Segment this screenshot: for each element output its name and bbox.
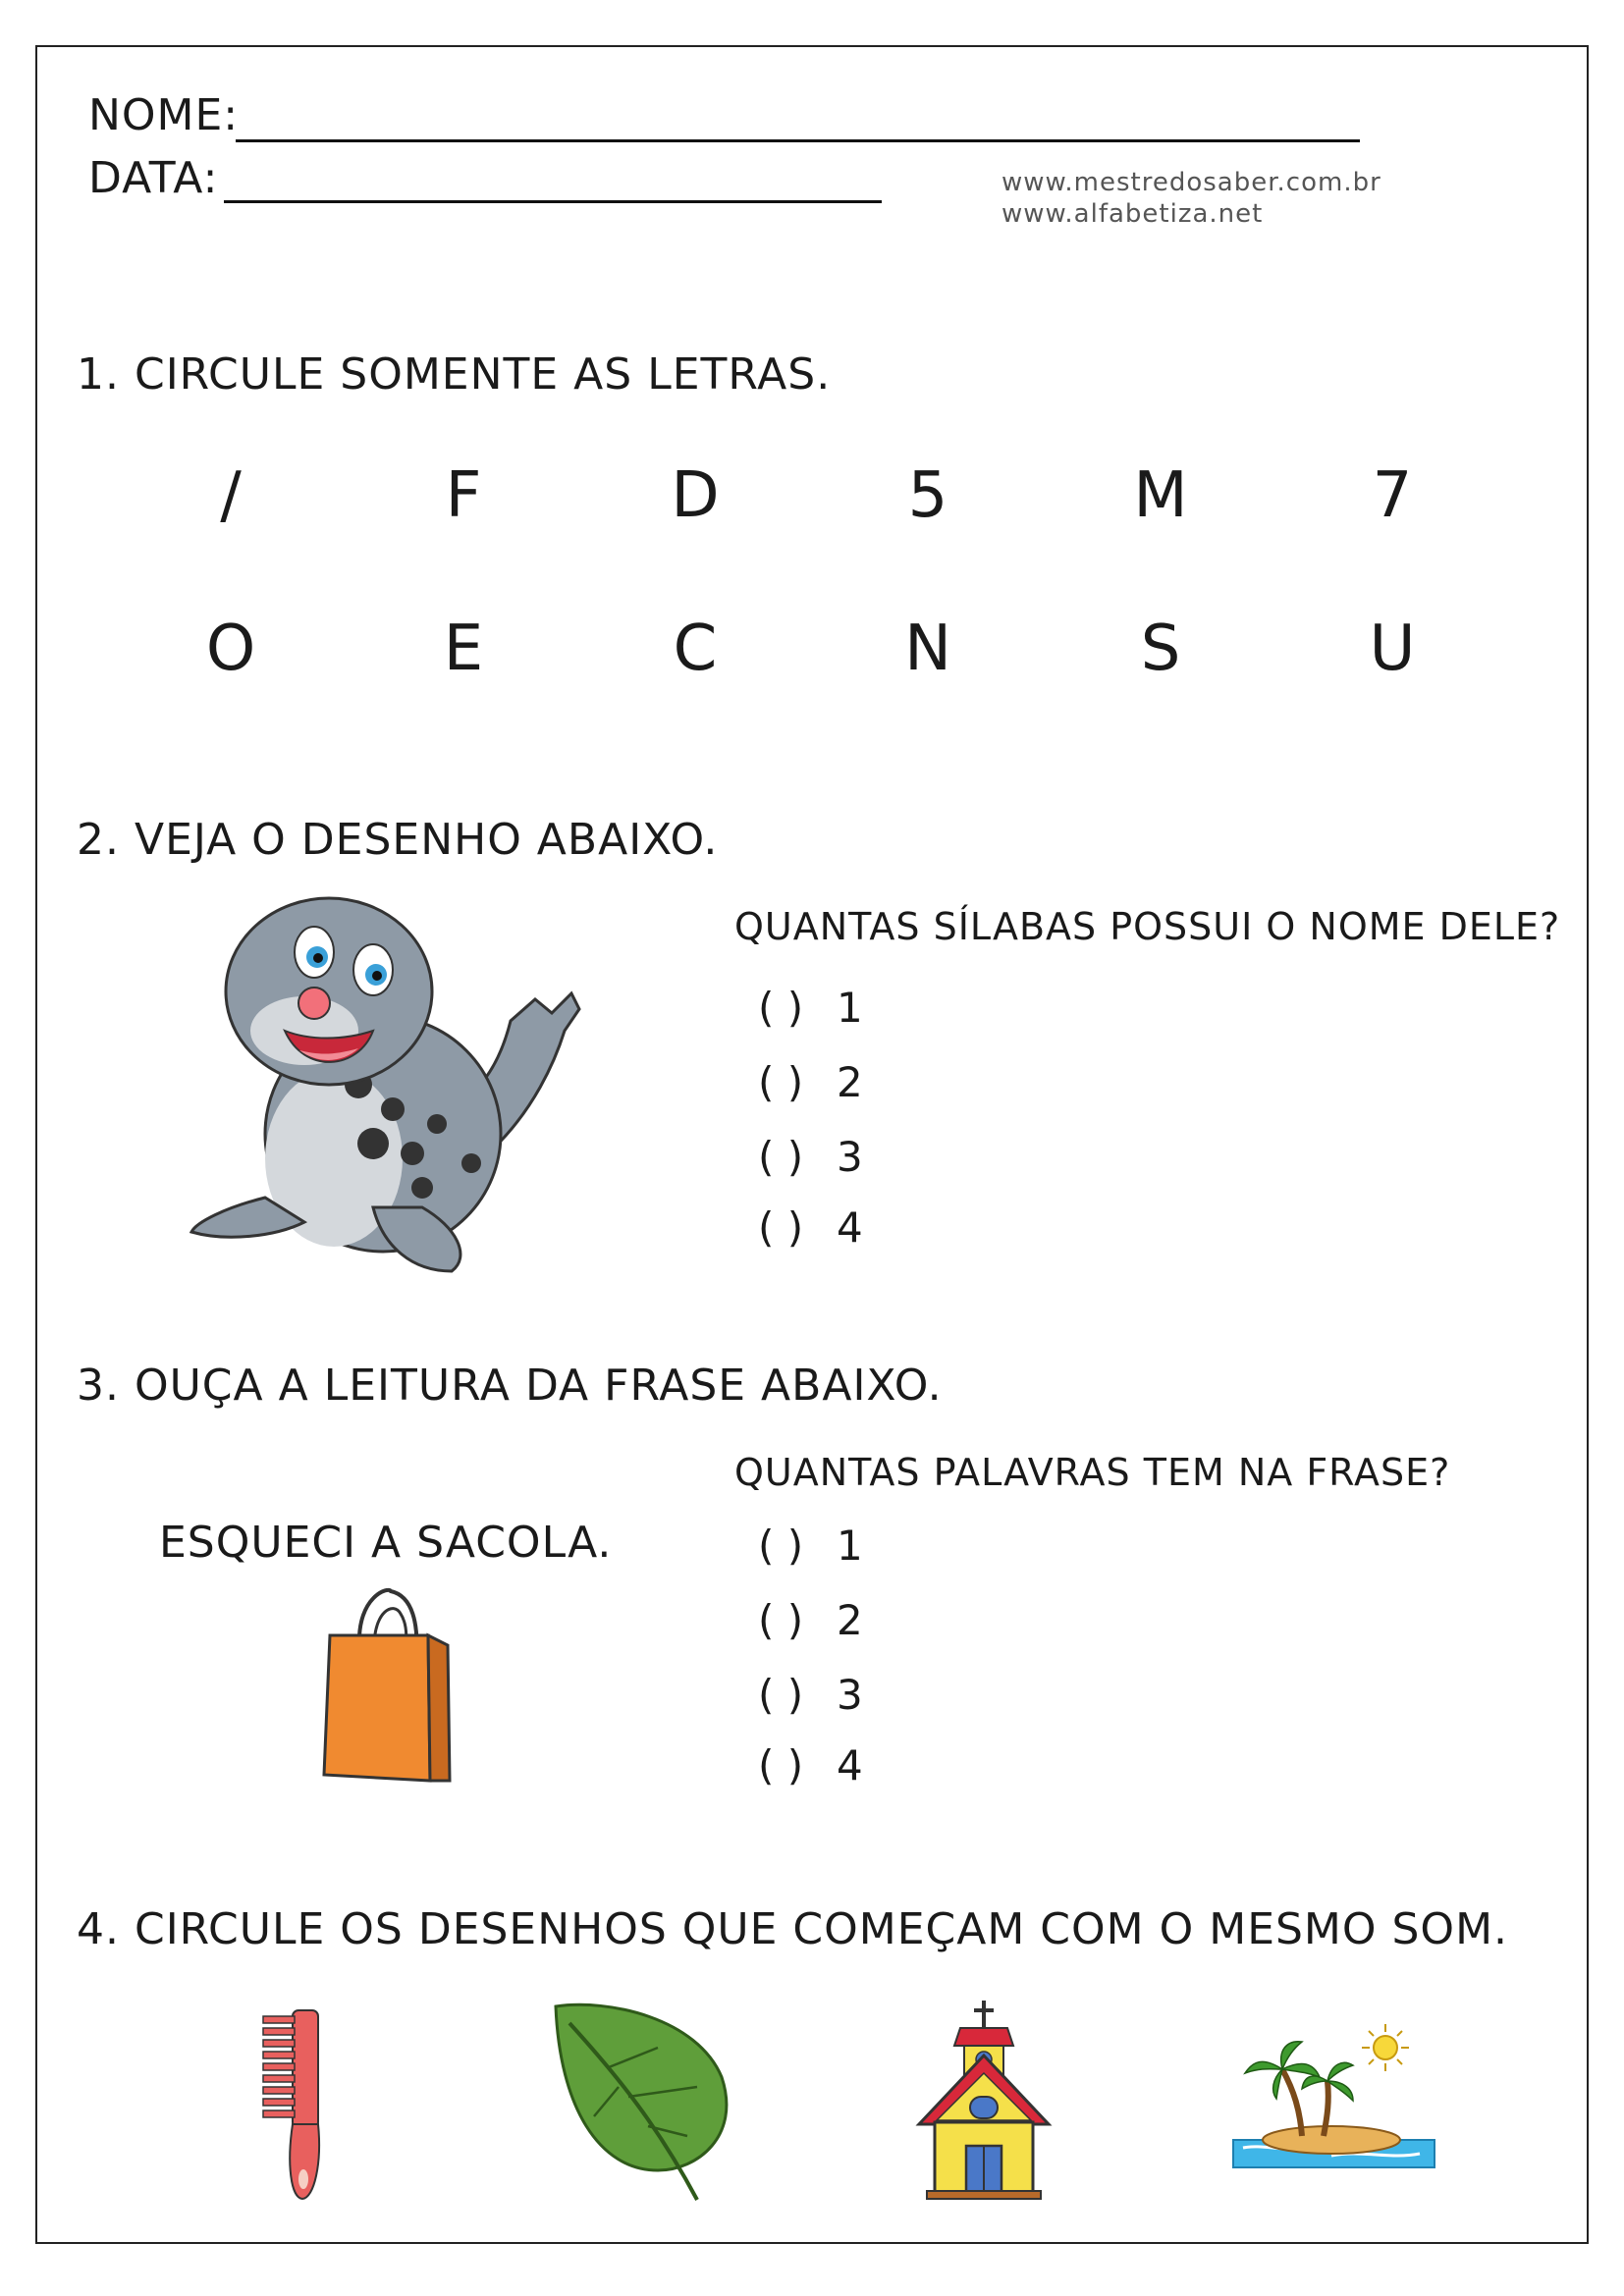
answer-checkbox[interactable]: ( ) xyxy=(758,1058,804,1106)
glyph[interactable]: N xyxy=(904,613,951,685)
answer-option[interactable] xyxy=(758,1522,863,1570)
answer-option[interactable] xyxy=(758,1203,863,1252)
glyph[interactable]: D xyxy=(671,459,720,532)
question-1-title: 1. CIRCULE SOMENTE AS LETRAS. xyxy=(77,349,832,400)
answer-option[interactable] xyxy=(758,1741,863,1789)
church-illustration[interactable] xyxy=(913,1999,1060,2205)
answer-checkbox[interactable]: ( ) xyxy=(758,1741,804,1789)
question-3-title: 3. OUÇA A LEITURA DA FRASE ABAIXO. xyxy=(77,1361,943,1411)
option-label: 2 xyxy=(837,1596,863,1644)
site-url-2: www.alfabetiza.net xyxy=(1001,199,1264,229)
answer-option[interactable] xyxy=(758,1058,863,1106)
answer-option[interactable] xyxy=(758,1671,863,1719)
island-illustration[interactable] xyxy=(1233,2002,1439,2179)
leaf-illustration[interactable] xyxy=(550,1999,736,2205)
glyph[interactable]: S xyxy=(1140,613,1181,685)
question-4-title: 4. CIRCULE OS DESENHOS QUE COMEÇAM COM O MESMO SOM. xyxy=(77,1904,1509,1954)
glyph[interactable]: U xyxy=(1369,613,1416,685)
date-line[interactable] xyxy=(224,161,882,203)
glyph[interactable]: / xyxy=(220,459,242,532)
sentence-text: ESQUECI A SACOLA. xyxy=(159,1518,613,1568)
answer-checkbox[interactable]: ( ) xyxy=(758,1671,804,1719)
answer-checkbox[interactable]: ( ) xyxy=(758,1203,804,1252)
name-line[interactable] xyxy=(236,98,1360,142)
option-label: 3 xyxy=(837,1671,863,1719)
comb-illustration[interactable] xyxy=(257,2006,326,2203)
answer-checkbox[interactable]: ( ) xyxy=(758,984,804,1032)
question-2-prompt: QUANTAS SÍLABAS POSSUI O NOME DELE? xyxy=(734,905,1561,948)
glyph[interactable]: O xyxy=(205,613,256,685)
date-label: DATA: xyxy=(88,153,219,203)
answer-checkbox[interactable]: ( ) xyxy=(758,1596,804,1644)
option-label: 1 xyxy=(837,984,863,1032)
question-2-title: 2. VEJA O DESENHO ABAIXO. xyxy=(77,815,719,865)
option-label: 3 xyxy=(837,1133,863,1181)
glyph[interactable]: F xyxy=(445,459,482,532)
answer-checkbox[interactable]: ( ) xyxy=(758,1133,804,1181)
option-label: 4 xyxy=(837,1203,863,1252)
answer-checkbox[interactable]: ( ) xyxy=(758,1522,804,1570)
site-url-1: www.mestredosaber.com.br xyxy=(1001,168,1381,197)
glyph[interactable]: 5 xyxy=(907,459,948,532)
glyph[interactable]: M xyxy=(1133,459,1188,532)
seal-illustration xyxy=(187,883,599,1296)
answer-option[interactable] xyxy=(758,984,863,1032)
option-label: 2 xyxy=(837,1058,863,1106)
question-3-prompt: QUANTAS PALAVRAS TEM NA FRASE? xyxy=(734,1451,1451,1494)
shopping-bag-illustration xyxy=(320,1586,458,1792)
option-label: 1 xyxy=(837,1522,863,1570)
answer-option[interactable] xyxy=(758,1596,863,1644)
name-label: NOME: xyxy=(88,90,240,140)
glyph[interactable]: 7 xyxy=(1372,459,1413,532)
glyph[interactable]: E xyxy=(443,613,484,685)
glyph[interactable]: C xyxy=(673,613,718,685)
answer-option[interactable] xyxy=(758,1133,863,1181)
option-label: 4 xyxy=(837,1741,863,1789)
